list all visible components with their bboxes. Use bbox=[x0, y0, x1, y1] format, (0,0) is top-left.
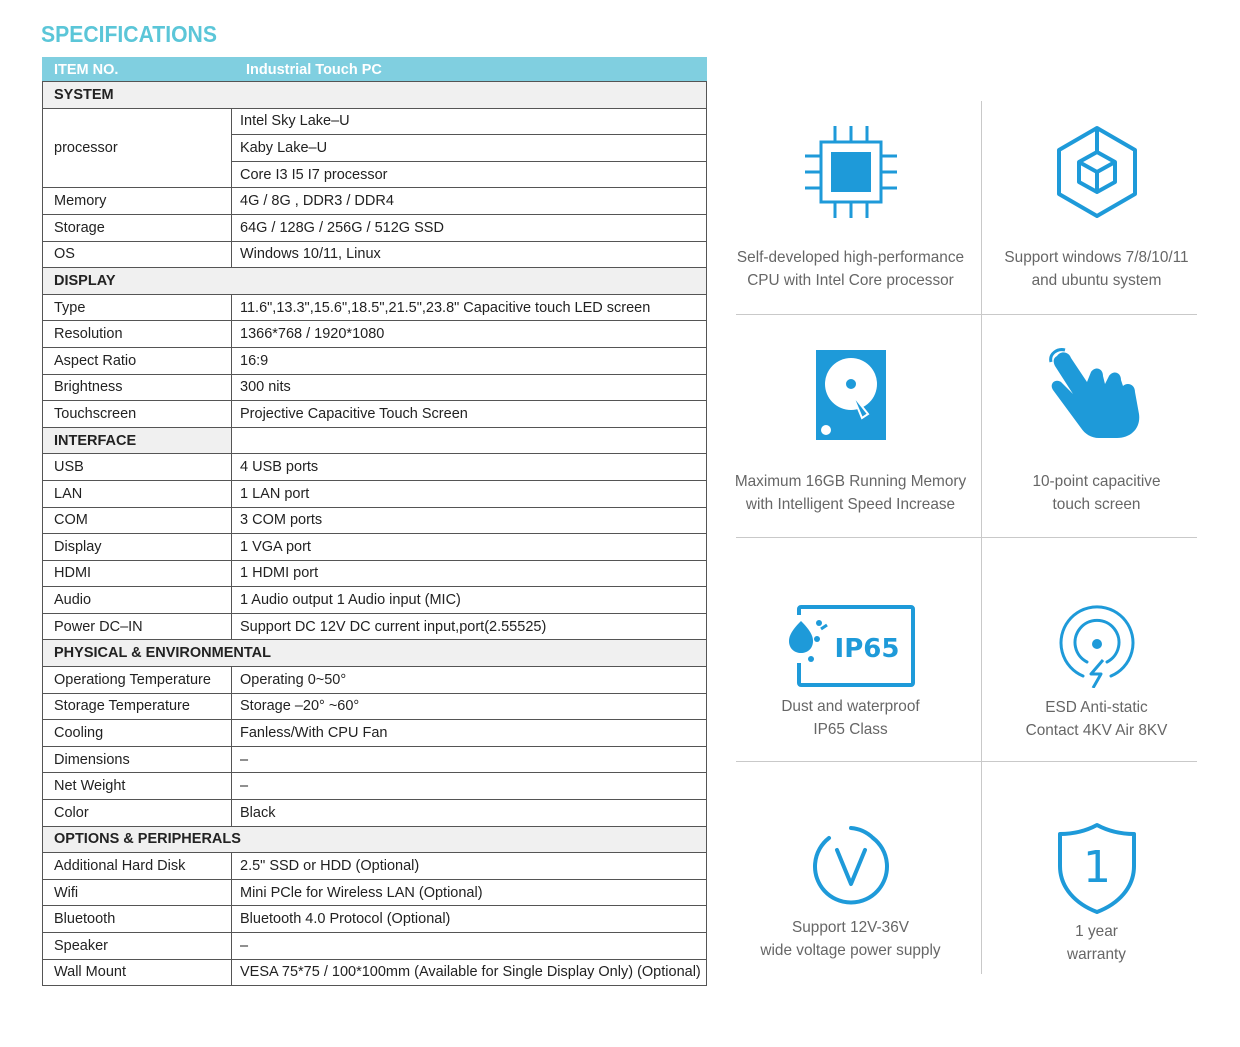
row-value: 64G / 128G / 256G / 512G SSD bbox=[232, 214, 707, 241]
row-label: Color bbox=[43, 800, 232, 827]
table-row bbox=[43, 959, 707, 986]
table-row bbox=[43, 108, 707, 135]
table-row bbox=[43, 560, 707, 587]
row-label: Wall Mount bbox=[43, 959, 232, 986]
table-row bbox=[43, 347, 707, 374]
table-row bbox=[43, 587, 707, 614]
row-label: Speaker bbox=[43, 933, 232, 960]
touch-hand-icon bbox=[1047, 348, 1147, 442]
feature-caption-line1: Dust and waterproof bbox=[781, 698, 920, 715]
row-value: 2.5" SSD or HDD (Optional) bbox=[232, 853, 707, 880]
row-value: 1 HDMI port bbox=[232, 560, 707, 587]
row-label: Cooling bbox=[43, 720, 232, 747]
table-row bbox=[43, 294, 707, 321]
section-title: OPTIONS & PERIPHERALS bbox=[43, 826, 707, 853]
table-row bbox=[43, 534, 707, 561]
table-row bbox=[43, 906, 707, 933]
section-options bbox=[43, 826, 707, 853]
feature-caption-line1: Maximum 16GB Running Memory bbox=[734, 473, 967, 490]
feature-caption-line2: with Intelligent Speed Increase bbox=[745, 496, 956, 513]
section-title: SYSTEM bbox=[43, 82, 707, 109]
feature-caption-line2: Contact 4KV Air 8KV bbox=[1025, 722, 1168, 739]
row-label: OS bbox=[43, 241, 232, 268]
feature-os bbox=[974, 124, 1219, 292]
ip65-badge-icon bbox=[785, 605, 917, 689]
warranty-number: 1 bbox=[1082, 842, 1111, 893]
row-label: Bluetooth bbox=[43, 906, 232, 933]
table-row bbox=[43, 507, 707, 534]
row-value: – bbox=[232, 746, 707, 773]
table-row bbox=[43, 241, 707, 268]
row-value: 4G / 8G , DDR3 / DDR4 bbox=[232, 188, 707, 215]
feature-caption-line1: 10-point capacitive bbox=[1032, 473, 1161, 490]
row-label: processor bbox=[43, 108, 232, 188]
row-label: Storage Temperature bbox=[43, 693, 232, 720]
feature-touch bbox=[974, 348, 1219, 516]
row-value: 300 nits bbox=[232, 374, 707, 401]
hard-disk-icon bbox=[816, 350, 886, 440]
table-row bbox=[43, 720, 707, 747]
row-value: 1 LAN port bbox=[232, 480, 707, 507]
row-label: Wifi bbox=[43, 879, 232, 906]
row-value: Windows 10/11, Linux bbox=[232, 241, 707, 268]
feature-voltage bbox=[728, 826, 973, 962]
feature-caption-line1: Support windows 7/8/10/11 bbox=[1004, 249, 1189, 266]
header-item-no: ITEM NO. bbox=[43, 58, 232, 82]
table-row bbox=[43, 746, 707, 773]
grid-divider-horizontal bbox=[736, 314, 1197, 315]
row-label: Audio bbox=[43, 587, 232, 614]
row-value: 1366*768 / 1920*1080 bbox=[232, 321, 707, 348]
feature-caption-line2: wide voltage power supply bbox=[760, 942, 941, 959]
spec-table bbox=[42, 57, 707, 986]
row-label: Memory bbox=[43, 188, 232, 215]
row-value: Mini PCle for Wireless LAN (Optional) bbox=[232, 879, 707, 906]
section-physical bbox=[43, 640, 707, 667]
row-value: 1 VGA port bbox=[232, 534, 707, 561]
row-value: Fanless/With CPU Fan bbox=[232, 720, 707, 747]
table-header-row bbox=[43, 58, 707, 82]
feature-ip65 bbox=[728, 605, 973, 741]
row-value: 4 USB ports bbox=[232, 454, 707, 481]
feature-caption-line2: CPU with Intel Core processor bbox=[747, 272, 954, 289]
table-row bbox=[43, 800, 707, 827]
row-value: Bluetooth 4.0 Protocol (Optional) bbox=[232, 906, 707, 933]
header-product: Industrial Touch PC bbox=[232, 58, 707, 82]
table-row bbox=[43, 667, 707, 694]
feature-memory bbox=[728, 350, 973, 516]
row-value: Core I3 I5 I7 processor bbox=[232, 161, 707, 188]
feature-caption-line1: ESD Anti-static bbox=[1045, 699, 1148, 716]
table-row bbox=[43, 454, 707, 481]
section-title: PHYSICAL & ENVIRONMENTAL bbox=[43, 640, 707, 667]
feature-caption-line2: warranty bbox=[1067, 946, 1126, 963]
table-row bbox=[43, 480, 707, 507]
row-label: Storage bbox=[43, 214, 232, 241]
row-value: – bbox=[232, 933, 707, 960]
grid-divider-horizontal bbox=[736, 761, 1197, 762]
row-value: VESA 75*75 / 100*100mm (Available for Single Display Only) (Optional) bbox=[232, 959, 707, 986]
feature-caption-line1: Support 12V-36V bbox=[792, 919, 909, 936]
row-label: LAN bbox=[43, 480, 232, 507]
feature-esd bbox=[974, 604, 1219, 742]
row-label: Resolution bbox=[43, 321, 232, 348]
table-row bbox=[43, 374, 707, 401]
grid-divider-horizontal bbox=[736, 537, 1197, 538]
row-label: Additional Hard Disk bbox=[43, 853, 232, 880]
row-label: Power DC–IN bbox=[43, 613, 232, 640]
table-row bbox=[43, 693, 707, 720]
esd-lightning-icon bbox=[1057, 604, 1137, 688]
row-value: – bbox=[232, 773, 707, 800]
feature-warranty bbox=[974, 822, 1219, 966]
feature-cpu bbox=[728, 124, 973, 292]
section-title: INTERFACE bbox=[43, 427, 232, 454]
table-row bbox=[43, 613, 707, 640]
section-empty-cell bbox=[232, 427, 707, 454]
ip65-badge-text: IP65 bbox=[834, 634, 899, 664]
table-row bbox=[43, 879, 707, 906]
feature-caption-line1: Self-developed high-performance bbox=[736, 249, 965, 266]
feature-caption-line2: and ubuntu system bbox=[1031, 272, 1162, 289]
page-title: SPECIFICATIONS bbox=[41, 21, 217, 47]
row-label: HDMI bbox=[43, 560, 232, 587]
table-row bbox=[43, 773, 707, 800]
row-value: Projective Capacitive Touch Screen bbox=[232, 401, 707, 428]
row-value: 16:9 bbox=[232, 347, 707, 374]
row-value: Intel Sky Lake–U bbox=[232, 108, 707, 135]
row-label: COM bbox=[43, 507, 232, 534]
voltage-v-icon bbox=[811, 826, 891, 908]
table-row bbox=[43, 321, 707, 348]
row-label: Aspect Ratio bbox=[43, 347, 232, 374]
cpu-chip-icon bbox=[803, 124, 899, 220]
feature-caption-line1: 1 year bbox=[1075, 923, 1118, 940]
row-value: Kaby Lake–U bbox=[232, 135, 707, 162]
section-title: DISPLAY bbox=[43, 268, 707, 295]
row-label: Net Weight bbox=[43, 773, 232, 800]
row-label: Dimensions bbox=[43, 746, 232, 773]
row-value: Operating 0~50° bbox=[232, 667, 707, 694]
row-value: 11.6",13.3",15.6",18.5",21.5",23.8" Capacitive touch LED screen bbox=[232, 294, 707, 321]
row-value: 3 COM ports bbox=[232, 507, 707, 534]
row-label: USB bbox=[43, 454, 232, 481]
table-row bbox=[43, 188, 707, 215]
cube-box-icon bbox=[1049, 124, 1145, 220]
row-label: Type bbox=[43, 294, 232, 321]
feature-caption-line2: IP65 Class bbox=[813, 721, 888, 738]
section-interface bbox=[43, 427, 707, 454]
table-row bbox=[43, 401, 707, 428]
row-label: Brightness bbox=[43, 374, 232, 401]
row-value: 1 Audio output 1 Audio input (MIC) bbox=[232, 587, 707, 614]
row-label: Touchscreen bbox=[43, 401, 232, 428]
table-row bbox=[43, 214, 707, 241]
row-label: Display bbox=[43, 534, 232, 561]
row-value: Storage –20° ~60° bbox=[232, 693, 707, 720]
row-value: Support DC 12V DC current input,port(2.55525) bbox=[232, 613, 707, 640]
section-display bbox=[43, 268, 707, 295]
table-row bbox=[43, 853, 707, 880]
table-row bbox=[43, 933, 707, 960]
row-label: Operationg Temperature bbox=[43, 667, 232, 694]
row-value: Black bbox=[232, 800, 707, 827]
section-system bbox=[43, 82, 707, 109]
warranty-shield-icon bbox=[1056, 822, 1138, 914]
feature-caption-line2: touch screen bbox=[1052, 496, 1141, 513]
